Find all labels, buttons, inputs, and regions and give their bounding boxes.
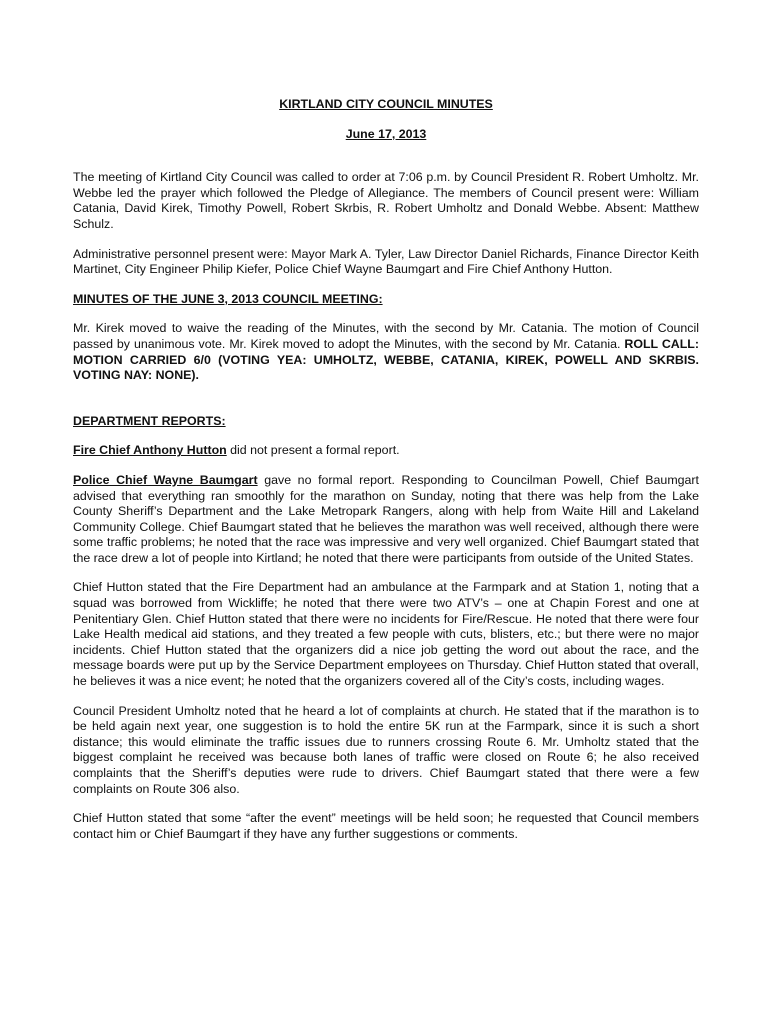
document-page xyxy=(73,97,699,842)
meeting-date: June 17, 2013 xyxy=(345,126,427,141)
minutes-paragraph xyxy=(73,321,699,383)
fire-chief-paragraph xyxy=(73,443,699,459)
admin-personnel-paragraph: Administrative personnel present were: Mayor Mark A. Tyler, Law Director Daniel Richards, Finance Director Keith Martinet, City Engineer Philip Kiefer, Police Chief Wayne Baumgart and Fire Chief Anthony Hutton. xyxy=(73,246,699,277)
minutes-text: Mr. Kirek moved to waive the reading of the Minutes, with the second by Mr. Catania. The motion of Council passed by unanimous vote. Mr. Kirek moved to adopt the Minutes, with the second by Mr. Catania. xyxy=(73,321,699,351)
fire-chief-text: did not present a formal report. xyxy=(226,443,400,458)
fire-chief-name: Fire Chief Anthony Hutton xyxy=(73,443,227,458)
police-chief-text: gave no formal report. Responding to Councilman Powell, Chief Baumgart advised that everything ran smoothly for the marathon on Sunday, noting that there was help from the Lake County Sheriff’s Department and the Lake Metropark Rangers, along with help from Waite Hill and Lakeland Community College. Chief Baumgart stated that he believes the marathon was well received, although there were some traffic problems; he noted that the race was impressive and very well organized. Chief Baumgart stated that the race drew a lot of people into Kirtland; he noted that there were participants from outside of the United States. xyxy=(73,472,700,565)
roll-call-text: ROLL CALL: MOTION CARRIED 6/0 (VOTING YEA: UMHOLTZ, WEBBE, CATANIA, KIREK, POWELL AND SKRBIS. VOTING NAY: NONE). xyxy=(73,336,700,383)
department-reports-heading: DEPARTMENT REPORTS: xyxy=(73,413,226,428)
after-event-paragraph: Chief Hutton stated that some “after the event” meetings will be held soon; he requested that Council members contact him or Chief Baumgart if they have any further suggestions or comments. xyxy=(73,811,699,841)
hutton-paragraph: Chief Hutton stated that the Fire Department had an ambulance at the Farmpark and at Station 1, noting that a squad was borrowed from Wickliffe; he noted that there were two ATV’s – one at Chapin Forest and one at Penitentiary Glen. Chief Hutton stated that there were no incidents for Fire/Rescue. He noted that there were four Lake Health medical aid stations, and they treated a few people with cuts, blisters, etc.; but there were no major incidents. Chief Hutton stated that the organizers did a nice job getting the word out about the race, and the message boards were put up by the Service Department employees on Thursday. Chief Hutton stated that overall, he believes it was a nice event; he noted that the organizers covered all of the City’s costs, including wages. xyxy=(73,580,699,689)
opening-paragraph: The meeting of Kirtland City Council was called to order at 7:06 p.m. by Council President R. Robert Umholtz. Mr. Webbe led the prayer which followed the Pledge of Allegiance. The members of Council present were: William Catania, David Kirek, Timothy Powell, Robert Skrbis, R. Robert Umholtz and Donald Webbe. Absent: Matthew Schulz. xyxy=(73,170,699,231)
umholtz-paragraph: Council President Umholtz noted that he heard a lot of complaints at church. He stated that if the marathon is to be held again next year, one suggestion is to hold the entire 5K run at the Farmpark, since it is such a short distance; this would eliminate the traffic issues due to runners crossing Route 6. Mr. Umholtz stated that the biggest complaint he received was because both lanes of traffic were closed on Route 6; he also received complaints that the Sheriff’s deputies were rude to drivers. Chief Baumgart stated that there were a few complaints on Route 306 also. xyxy=(73,703,699,796)
police-chief-paragraph xyxy=(73,473,699,567)
document-title: KIRTLAND CITY COUNCIL MINUTES xyxy=(279,97,493,111)
police-chief-name: Police Chief Wayne Baumgart xyxy=(73,472,258,487)
minutes-heading: MINUTES OF THE JUNE 3, 2013 COUNCIL MEETING: xyxy=(73,291,383,306)
